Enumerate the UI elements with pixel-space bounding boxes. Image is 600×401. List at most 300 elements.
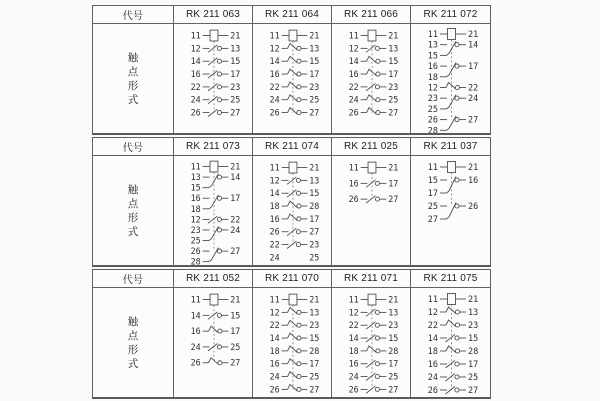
terminal-label: 22	[348, 81, 359, 92]
model-name: RK 211 037	[423, 141, 478, 152]
contact-pivot	[297, 46, 301, 50]
terminal-label: 16	[190, 193, 201, 204]
contact-pivot	[455, 362, 459, 366]
terminal-label: 16	[348, 178, 359, 189]
terminal-label: 16	[427, 360, 438, 370]
contact-pivot	[455, 64, 459, 68]
contact-pivot	[375, 181, 379, 185]
contact-arm	[288, 69, 298, 75]
contact-arm	[288, 359, 298, 365]
coil-symbol	[361, 30, 387, 41]
contact-pivot	[455, 178, 459, 182]
terminal-label: 13	[190, 172, 201, 183]
terminal-label: 25	[309, 252, 320, 263]
contact-arm	[209, 326, 219, 332]
contact-pivot	[455, 336, 459, 340]
contact-pivot	[296, 230, 300, 234]
terminal-label: 16	[348, 69, 359, 80]
normally-open-contact	[282, 241, 308, 248]
normally-open-contact	[361, 83, 387, 90]
coil-symbol	[361, 162, 387, 173]
terminal-label: 28	[388, 345, 399, 356]
normally-open-contact	[440, 374, 466, 382]
terminal-label: 13	[230, 43, 241, 54]
terminal-label: 24	[190, 94, 201, 105]
terminal-label: 14	[190, 310, 201, 321]
normally-open-contact	[203, 312, 229, 319]
terminal-label: 25	[427, 104, 438, 115]
model-name: RK 211 071	[343, 273, 399, 284]
contact-arm	[447, 203, 457, 220]
terminal-label: 27	[230, 357, 241, 368]
contact-arm	[288, 333, 298, 339]
terminal-label: 17	[427, 189, 438, 199]
terminal-label: 13	[309, 43, 320, 54]
terminal-label: 12	[269, 307, 280, 318]
normally-open-contact	[361, 309, 387, 316]
terminal-label: 24	[269, 252, 280, 263]
terminal-label: 12	[427, 308, 438, 318]
changeover-contact	[203, 195, 229, 209]
terminal-label: 16	[427, 62, 438, 73]
contact-pivot	[297, 362, 301, 366]
terminal-label: 16	[269, 358, 280, 369]
normally-open-contact	[361, 196, 387, 203]
terminal-label: 23	[468, 321, 479, 331]
contact-pivot	[297, 110, 301, 114]
terminal-label: 21	[388, 294, 399, 305]
band-body-row	[93, 156, 490, 265]
terminal-label: 21	[309, 294, 320, 305]
contact-arm	[367, 56, 377, 62]
contact-form-char: 形	[127, 79, 139, 92]
diagram-cell	[411, 288, 490, 397]
terminal-label: 27	[230, 107, 241, 118]
terminal-label: 14	[348, 333, 359, 344]
normally-open-contact	[203, 71, 229, 78]
contact-pivot	[297, 387, 301, 391]
contact-arm	[367, 346, 377, 352]
terminal-label: 22	[269, 239, 280, 250]
normally-open-contact	[282, 228, 308, 235]
contact-pivot	[375, 197, 379, 201]
contact-pivot	[455, 204, 459, 208]
normally-open-contact	[282, 177, 308, 184]
diagram-cell	[253, 288, 332, 397]
contact-pivot	[376, 72, 380, 76]
coil-rect	[289, 162, 297, 173]
contact-pivot	[455, 96, 459, 100]
contact-pivot	[297, 310, 301, 314]
terminal-label: 16	[468, 176, 479, 186]
contact-pivot	[217, 345, 221, 349]
contact-pivot	[217, 59, 221, 63]
terminal-label: 13	[309, 307, 320, 318]
diagram-cell	[174, 156, 253, 265]
model-name: RK 211 064	[264, 9, 320, 20]
terminal-label: 21	[468, 30, 479, 40]
terminal-label: 14	[269, 56, 280, 67]
terminal-label: 23	[309, 239, 320, 250]
terminal-label: 27	[388, 194, 399, 205]
normally-closed-contact	[282, 43, 308, 50]
terminal-label: 15	[230, 56, 241, 67]
normally-closed-contact	[282, 56, 308, 63]
relay-contact-diagram	[253, 288, 331, 397]
model-header-cell	[253, 138, 332, 155]
model-header-cell	[174, 270, 253, 287]
normally-closed-contact	[282, 359, 308, 366]
terminal-label: 24	[427, 373, 438, 383]
terminal-label: 27	[230, 246, 241, 257]
terminal-label: 25	[468, 373, 479, 383]
normally-closed-contact	[361, 95, 387, 102]
normally-closed-contact	[361, 346, 387, 353]
terminal-label: 15	[388, 56, 399, 67]
terminal-label: 23	[309, 320, 320, 331]
coil-symbol	[440, 162, 466, 173]
terminal-label: 12	[427, 83, 438, 94]
contact-form-char: 触	[127, 183, 139, 196]
contact-pivot	[455, 43, 459, 47]
terminal-label: 17	[230, 69, 241, 80]
contact-arm	[288, 82, 298, 88]
terminal-label: 27	[468, 386, 479, 396]
normally-closed-contact	[282, 214, 308, 221]
terminal-label: 26	[190, 107, 201, 118]
terminal-label: 28	[309, 345, 320, 356]
diagram-cell	[411, 24, 490, 133]
normally-closed-contact	[282, 384, 308, 391]
terminal-label: 23	[230, 81, 241, 92]
terminal-label: 26	[427, 115, 438, 126]
model-name: RK 211 075	[423, 273, 478, 284]
contact-pivot	[297, 323, 301, 327]
contact-form-table	[92, 5, 491, 401]
coil-rect	[448, 29, 456, 40]
terminal-label: 17	[230, 326, 241, 337]
band-header-row	[93, 270, 490, 288]
normally-closed-contact	[282, 307, 308, 314]
contact-pivot	[455, 118, 459, 122]
normally-closed-contact	[440, 320, 466, 327]
contact-pivot	[217, 249, 221, 253]
normally-closed-contact	[282, 320, 308, 327]
terminal-label: 12	[348, 307, 359, 318]
terminal-label: 26	[348, 384, 359, 395]
normally-closed-contact	[440, 83, 466, 90]
terminal-label: 28	[309, 201, 320, 212]
terminal-label: 21	[309, 162, 320, 173]
band-table	[92, 5, 491, 135]
normally-closed-contact	[361, 56, 387, 63]
code-header-cell	[93, 138, 174, 155]
normally-open-contact	[440, 361, 466, 369]
contact-arm	[446, 346, 456, 353]
contact-pivot	[297, 204, 301, 208]
contact-pivot	[217, 196, 221, 200]
contact-form-char: 式	[127, 357, 139, 370]
coil-symbol	[282, 30, 308, 41]
code-header-cell	[93, 6, 174, 23]
contact-form-char: 触	[127, 315, 139, 328]
contact-form-char: 式	[127, 93, 139, 106]
diagram-cell	[174, 24, 253, 133]
terminal-label: 11	[190, 161, 201, 172]
terminal-label: 27	[427, 215, 438, 225]
contact-form-char: 形	[127, 211, 139, 224]
contact-arm	[446, 83, 456, 90]
contact-pivot	[375, 336, 379, 340]
terminal-label: 13	[388, 43, 399, 54]
relay-contact-diagram	[411, 156, 490, 265]
model-header-cell	[332, 270, 411, 287]
terminal-label: 16	[269, 69, 280, 80]
contact-arm	[367, 95, 377, 101]
terminal-label: 25	[190, 235, 201, 246]
terminal-label: 25	[388, 371, 399, 382]
relay-contact-diagram	[174, 288, 252, 397]
contact-pivot	[297, 85, 301, 89]
contact-pivot	[217, 313, 221, 317]
terminal-label: 15	[309, 188, 320, 199]
contact-arm	[446, 320, 456, 327]
normally-closed-contact	[282, 333, 308, 340]
band-body-row	[93, 24, 490, 133]
terminal-label: 25	[230, 341, 241, 352]
terminal-label: 14	[468, 40, 479, 51]
terminal-label: 27	[309, 107, 320, 118]
terminal-label: 27	[388, 384, 399, 395]
terminal-label: 16	[190, 326, 201, 337]
contact-pivot	[297, 374, 301, 378]
normally-closed-contact	[282, 82, 308, 89]
coil-symbol	[203, 294, 229, 305]
coil-rect	[210, 294, 218, 305]
terminal-label: 26	[269, 107, 280, 118]
changeover-contact	[203, 248, 229, 262]
normally-open-contact	[361, 335, 387, 342]
terminal-label: 12	[190, 214, 201, 225]
coil-rect	[289, 30, 297, 41]
diagram-cell	[174, 288, 253, 397]
normally-closed-contact	[282, 69, 308, 76]
model-name: RK 211 073	[185, 141, 241, 152]
normally-closed-contact	[361, 108, 387, 115]
terminal-label: 12	[348, 43, 359, 54]
terminal-label: 22	[190, 81, 201, 92]
terminal-label: 23	[388, 81, 399, 92]
model-header-cell	[332, 138, 411, 155]
model-header-cell	[411, 270, 490, 287]
terminal-label: 24	[348, 371, 359, 382]
code-label: 代号	[122, 143, 144, 154]
contact-arm	[288, 372, 298, 378]
terminal-label: 25	[309, 94, 320, 105]
normally-open-contact	[361, 180, 387, 187]
terminal-label: 11	[427, 30, 438, 40]
normally-open-contact	[361, 45, 387, 52]
terminal-label: 21	[230, 161, 241, 172]
contact-pivot	[455, 388, 459, 392]
terminal-label: 15	[427, 51, 438, 62]
contact-pivot	[455, 349, 459, 353]
changeover-contact	[440, 95, 466, 109]
terminal-label: 17	[230, 193, 241, 204]
terminal-label: 22	[269, 81, 280, 92]
coil-rect	[448, 162, 456, 173]
terminal-label: 26	[190, 246, 201, 257]
terminal-label: 21	[230, 294, 241, 305]
contact-arm	[288, 214, 298, 220]
terminal-label: 28	[427, 126, 438, 133]
contact-form-char: 形	[127, 343, 139, 356]
terminal-label: 11	[190, 294, 201, 305]
code-header-cell	[93, 270, 174, 287]
normally-open-contact	[203, 83, 229, 90]
terminal-label: 26	[190, 357, 201, 368]
terminal-label: 17	[468, 62, 479, 73]
terminal-label: 18	[427, 72, 438, 83]
terminal-label: 14	[230, 172, 241, 183]
terminal-label: 11	[348, 30, 359, 41]
relay-contact-diagram	[332, 288, 410, 397]
terminal-label: 27	[468, 115, 479, 126]
relay-contact-diagram	[332, 156, 410, 265]
terminal-label: 27	[309, 384, 320, 395]
contact-pivot	[375, 85, 379, 89]
changeover-contact	[440, 41, 466, 55]
model-name: RK 211 066	[343, 9, 399, 20]
diagram-cell	[253, 24, 332, 133]
contact-form-char: 点	[127, 329, 139, 342]
contact-arm	[288, 43, 298, 49]
contact-pivot	[218, 361, 222, 365]
normally-open-contact	[440, 387, 466, 395]
normally-closed-contact	[282, 372, 308, 379]
terminal-label: 22	[348, 320, 359, 331]
coil-rect	[368, 30, 376, 41]
terminal-label: 25	[230, 94, 241, 105]
terminal-label: 13	[309, 175, 320, 186]
normally-closed-contact	[440, 346, 466, 353]
contact-pivot	[376, 110, 380, 114]
coil-symbol	[440, 29, 466, 40]
terminal-label: 11	[190, 30, 201, 41]
terminal-label: 24	[190, 341, 201, 352]
changeover-contact	[440, 203, 466, 220]
terminal-label: 23	[388, 320, 399, 331]
terminal-label: 16	[190, 69, 201, 80]
coil-rect	[210, 30, 218, 41]
terminal-label: 11	[427, 295, 438, 305]
band-header-row	[93, 6, 490, 24]
terminal-label: 25	[309, 371, 320, 382]
contact-pivot	[455, 375, 459, 379]
terminal-label: 11	[269, 30, 280, 41]
diagram-cell	[253, 156, 332, 265]
contact-form-label-cell	[93, 288, 174, 397]
relay-contact-diagram	[253, 24, 331, 133]
terminal-label: 18	[427, 347, 438, 357]
terminal-label: 23	[309, 81, 320, 92]
relay-contact-diagram	[411, 24, 490, 133]
terminal-label: 26	[348, 107, 359, 118]
terminal-label: 15	[230, 310, 241, 321]
terminal-label: 12	[269, 175, 280, 186]
terminal-label: 13	[388, 307, 399, 318]
contact-pivot	[455, 323, 459, 327]
normally-closed-contact	[440, 307, 466, 314]
contact-pivot	[297, 336, 301, 340]
terminal-label: 18	[269, 345, 280, 356]
contact-arm	[209, 248, 218, 262]
terminal-label: 21	[388, 30, 399, 41]
contact-arm	[447, 116, 457, 130]
model-name: RK 211 070	[264, 273, 320, 284]
model-header-cell	[411, 138, 490, 155]
terminal-label: 14	[427, 334, 438, 344]
terminal-label: 13	[427, 40, 438, 51]
model-header-cell	[411, 6, 490, 23]
contact-pivot	[375, 46, 379, 50]
terminal-label: 26	[269, 384, 280, 395]
coil-symbol	[440, 294, 466, 305]
normally-closed-contact	[282, 95, 308, 102]
coil-rect	[368, 162, 376, 173]
contact-pivot	[375, 387, 379, 391]
model-name: RK 211 072	[423, 9, 478, 20]
terminal-label: 15	[388, 333, 399, 344]
relay-contact-diagram	[174, 156, 252, 265]
normally-open-contact	[361, 373, 387, 380]
contact-pivot	[217, 85, 221, 89]
changeover-contact	[440, 63, 466, 77]
contact-form-char: 点	[127, 197, 139, 210]
changeover-contact	[440, 116, 466, 130]
terminal-label: 14	[269, 188, 280, 199]
model-header-cell	[174, 6, 253, 23]
contact-pivot	[376, 349, 380, 353]
terminal-label: 14	[348, 56, 359, 67]
terminal-label: 13	[468, 308, 479, 318]
contact-pivot	[375, 310, 379, 314]
terminal-label: 17	[388, 69, 399, 80]
coil-symbol	[282, 162, 308, 173]
terminal-label: 11	[269, 162, 280, 173]
terminal-label: 26	[468, 202, 479, 212]
terminal-label: 22	[427, 321, 438, 331]
terminal-label: 21	[309, 30, 320, 41]
terminal-label: 11	[427, 163, 438, 173]
coil-symbol	[203, 30, 229, 41]
terminal-label: 24	[230, 224, 241, 235]
terminal-label: 22	[468, 83, 479, 94]
terminal-label: 11	[348, 294, 359, 305]
terminal-label: 21	[230, 30, 241, 41]
terminal-label: 12	[269, 43, 280, 54]
terminal-label: 22	[230, 214, 241, 225]
terminal-label: 15	[427, 176, 438, 186]
contact-arm	[209, 358, 219, 364]
contact-pivot	[297, 349, 301, 353]
terminal-label: 26	[427, 386, 438, 396]
contact-pivot	[375, 362, 379, 366]
contact-pivot	[296, 191, 300, 195]
diagram-cell	[332, 156, 411, 265]
contact-arm	[367, 108, 377, 114]
terminal-label: 24	[269, 94, 280, 105]
